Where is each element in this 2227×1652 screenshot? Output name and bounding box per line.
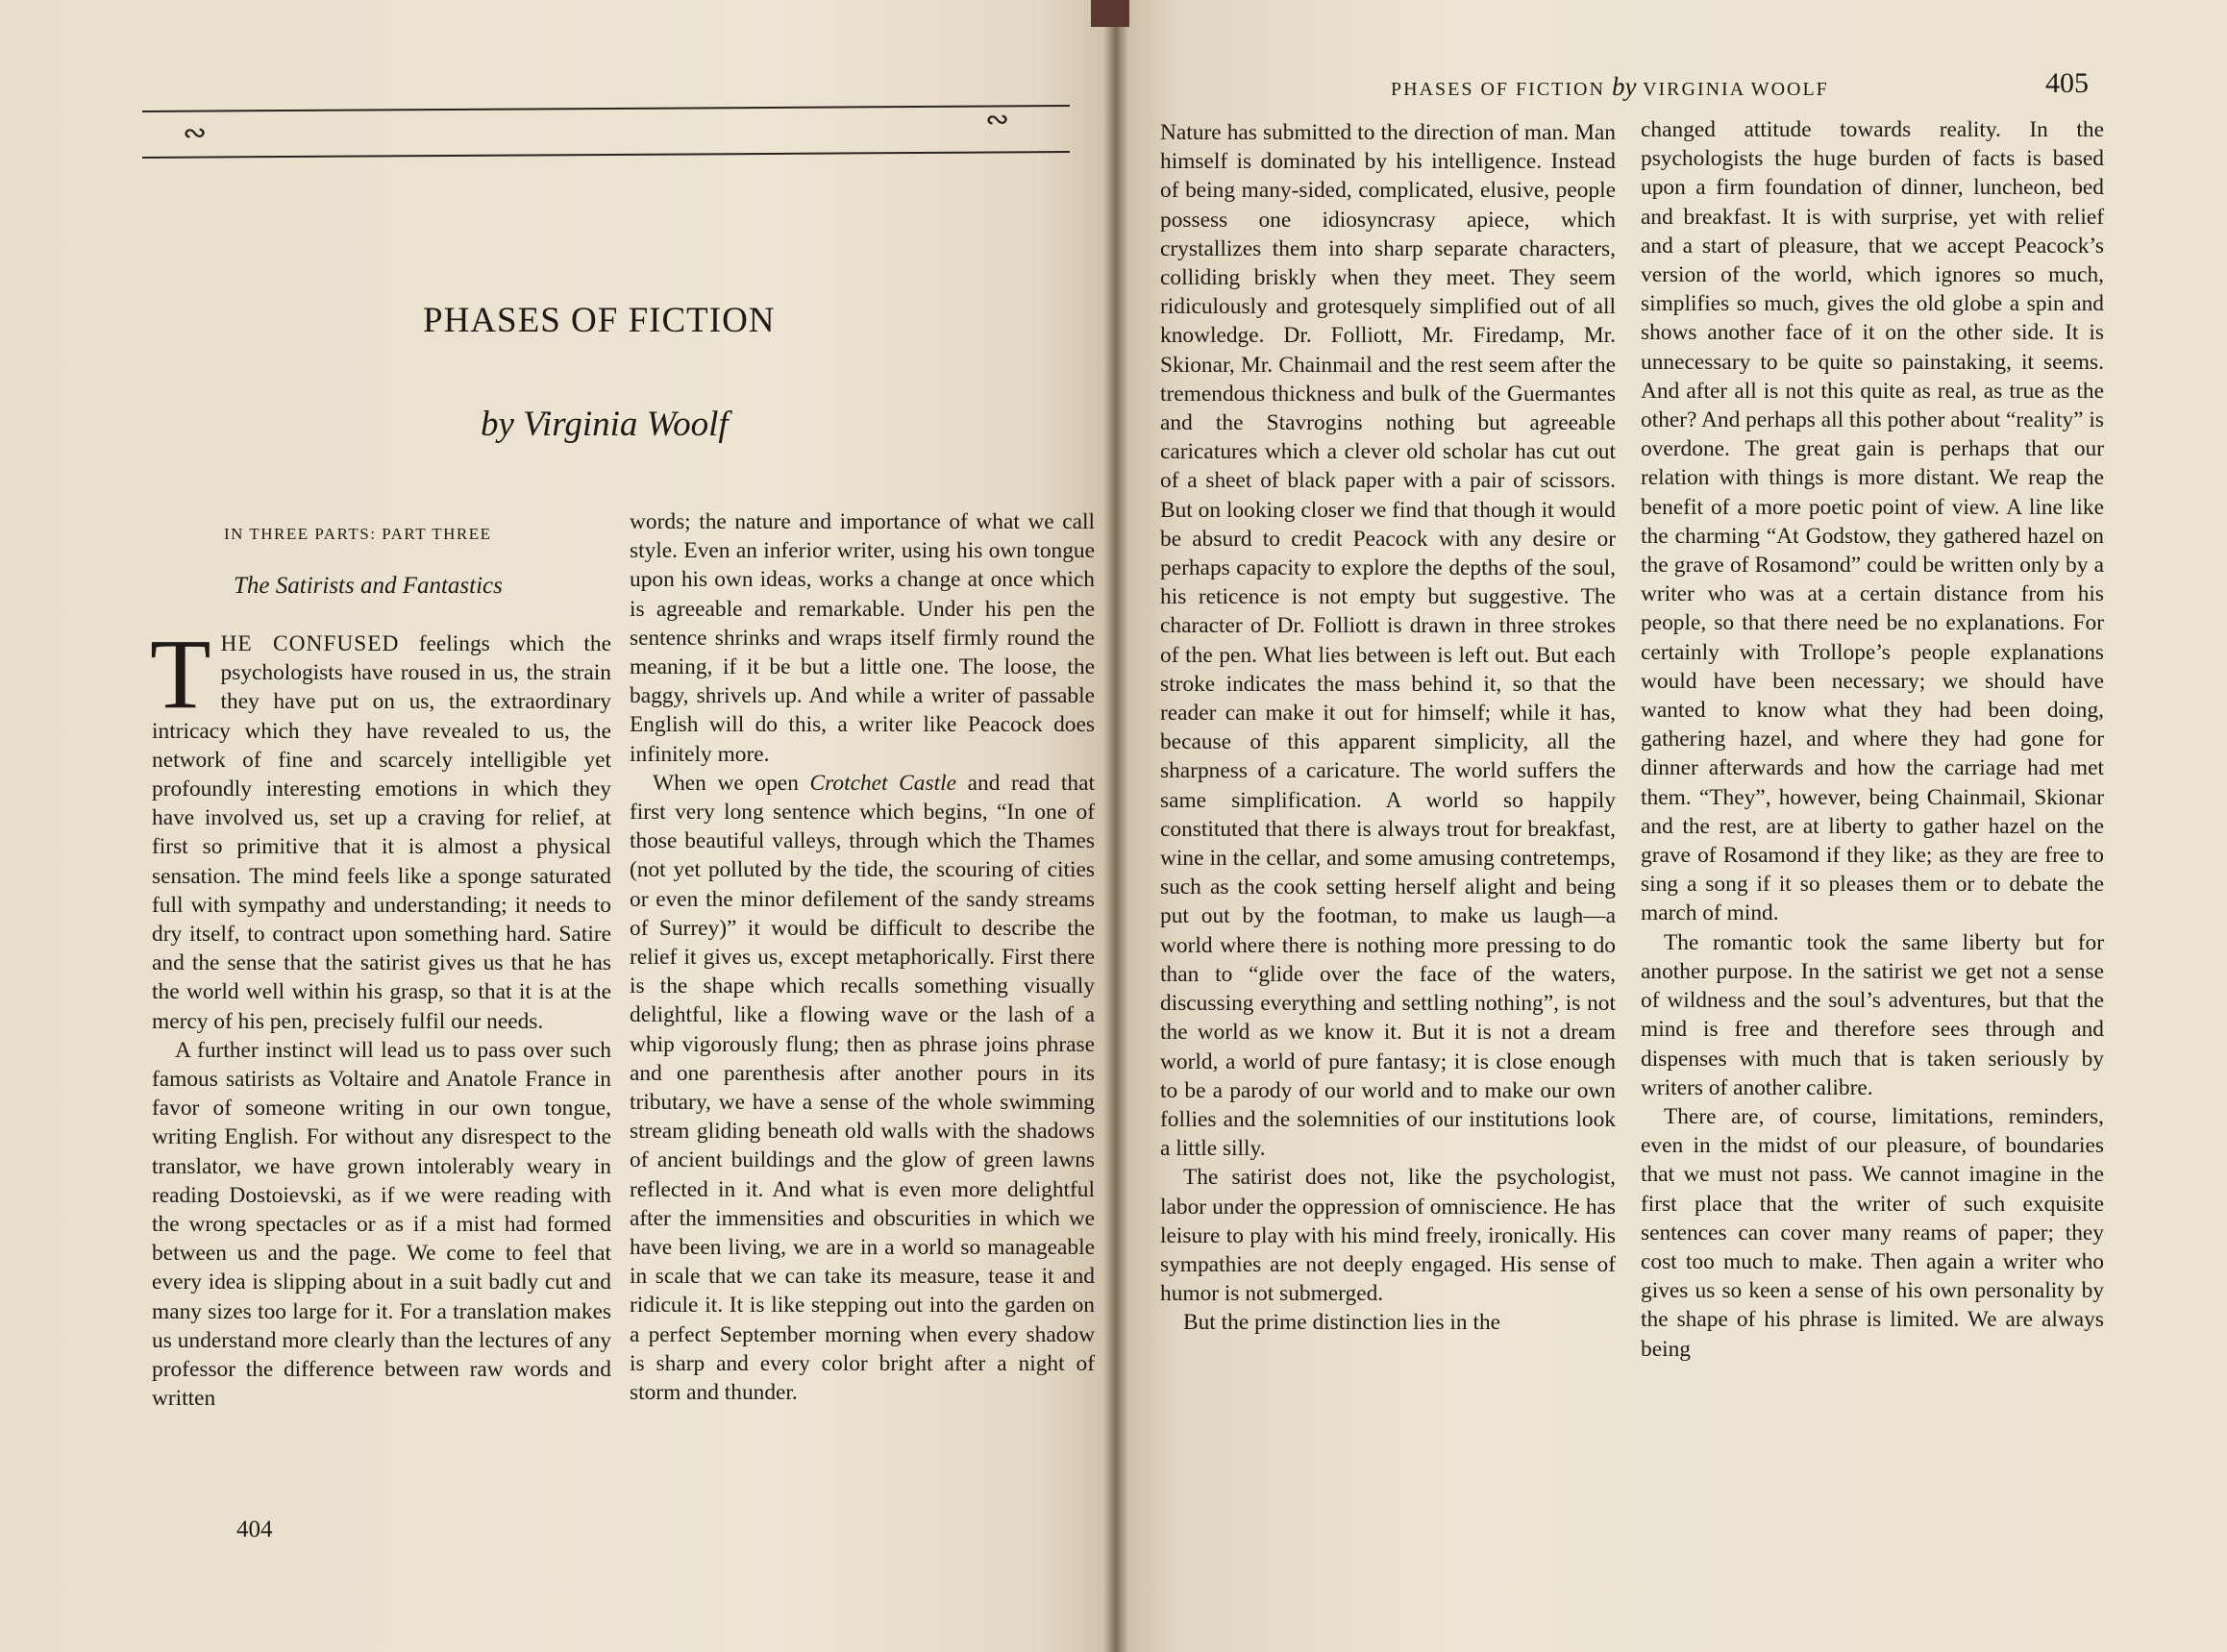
subsection-title: The Satirists and Fantastics	[234, 573, 503, 599]
running-head	[1391, 72, 1829, 102]
paragraph-text: When we open	[653, 770, 810, 796]
section-label: IN THREE PARTS: PART THREE	[224, 525, 492, 543]
drop-cap: T	[150, 619, 211, 729]
paragraph: But the prime distinction lies in the	[1183, 1310, 1501, 1336]
paragraph-text: feelings which the psychologists have roused in us, the strain they have put on us, the extraordinary intricacy which they have revealed to us, the network of fine and scarcely intelligible yet profoundly interesting emotions in which they have involved us, set up a craving for relief, at first so primitive that it is almost a physical sensation. The mind feels like a sponge saturated full with sympathy and understanding; it needs to dry itself, to contract upon something hard. Satire and the sense that the satirist gives us that he has the world well within his grasp, so that it is at the mercy of his pen, precisely fulfil our needs.	[152, 631, 611, 1034]
page-number-left: 404	[236, 1516, 273, 1542]
article-title: PHASES OF FICTION	[423, 301, 776, 340]
column-3	[1160, 118, 1616, 1338]
paragraph: The romantic took the same liberty but for another purpose. In the satirist we get not a sense of wildness and the soul’s adventures, but that the mind is free and therefore sees through and dispenses with much that is taken seriously by writers of another calibre.	[1641, 929, 2104, 1100]
paragraph: There are, of course, limitations, reminders, even in the midst of our pleasure, of boundaries that we must not pass. We cannot imagine in the first place that the writer of such exquisite sentences can cover many reams of paper; they cost too much to make. Then again a writer who gives us so keen a sense of his own personality by the shape of his phrase is limited. We are always being	[1641, 1103, 2104, 1362]
running-head-author: VIRGINIA WOOLF	[1643, 79, 1829, 100]
top-rule-upper	[142, 105, 1070, 112]
paragraph: changed attitude towards reality. In the psychologists the huge burden of facts is based upon a firm foundation of dinner, luncheon, bed and breakfast. It is with surprise, yet with relief and a start of pleasure, that we accept Peacock’s version of the world, which ignores so much, simplifies so much, gives the old globe a spin and shows another face of it on the other side. It is unnecessary to be quite so painstaking, it seems. And after all is not this quite as real, as true as the other? And perhaps all this pother about “reality” is overdone. The great gain is perhaps that our relation with things is more distant. We reap the benefit of a more poetic point of view. A line like the charming “At Godstow, they gathered hazel on the grave of Rosamond” could be written only by a writer who was at a certain distance from his people, so that there need be no explanations. For certainly with Trollope’s people explanations would have been necessary; we should have wanted to know what they had been doing, gathering hazel, and where they had gone for dinner afterwards and how the carriage had met them. “They”, however, being Chainmail, Skionar and the rest, are at liberty to gather hazel on the grave of Rosamond if they like; as they are free to sing a song if it so pleases them or to debate the march of mind.	[1641, 117, 2104, 926]
paragraph: words; the nature and importance of what we call style. Even an inferior writer, using his own tongue upon his own ideas, works a change at once which is agreeable and remarkable. Under his pen the sentence shrinks and wraps itself firmly round the meaning, if it be but a little one. The loose, the baggy, shrivels up. And while a writer of passable English will do this, a writer like Peacock does infinitely more.	[630, 509, 1095, 767]
column-4	[1641, 115, 2104, 1364]
paragraph: A further instinct will lead us to pass over such famous satirists as Voltaire and Anatole France in favor of someone writing in our own tongue, writing English. For without any disrespect to the translator, we have grown intolerably weary in reading Dostoievski, as if we were reading with the wrong spectacles or as if a mist had formed between us and the page. We come to feel that every idea is slipping about in a suit badly cut and many sizes too large for it. For a translation makes us understand more clearly than the lectures of any professor the difference between raw words and written	[152, 1037, 611, 1412]
running-head-by: by	[1611, 72, 1637, 101]
paragraph	[630, 769, 1095, 1407]
spine-binding	[1091, 0, 1129, 27]
book-title: Crotchet Castle	[809, 770, 956, 796]
lead-smallcaps: HE CONFUSED	[220, 631, 400, 656]
paragraph: The satirist does not, like the psychologist, labor under the oppression of omniscience. He has leisure to play with his mind freely, ironically. His sympathies are not deeply engaged. His sense of humor is not submerged.	[1160, 1165, 1616, 1307]
column-2	[630, 507, 1095, 1407]
paragraph-text: and read that first very long sentence which begins, “In one of those beautiful valleys, through which the Thames (not yet polluted by the tide, the scouring of cities or even the minor defilement of the sandy streams of Surrey)” it would be difficult to describe the relief it gives us, except metaphorically. First there is the shape which recalls something visually delightful, like a flowing wave or the lash of a whip vigorously flung; then as phrase joins phrase and one parenthesis after another pours in its tributary, we have a sense of the whole swimming stream gliding beneath old walls with the shadows of ancient buildings and the glow of green lawns reflected in it. And what is even more delightful after the immensities and obscurities in which we have been living, we are in a world so manageable in scale that we can take its measure, tease it and ridicule it. It is like stepping out into the garden on a perfect September morning when every shadow is sharp and every color bright after a night of storm and thunder.	[630, 770, 1096, 1406]
paragraph: Nature has submitted to the direction of man. Man himself is dominated by his intelligence. Instead of being many-sided, complicated, elusive, people possess one idiosyncrasy apiece, which crystallizes them into sharp separate characters, colliding briskly when they meet. They seem ridiculously and grotesquely simplified out of all knowledge. Dr. Folliott, Mr. Firedamp, Mr. Skionar, Mr. Chainmail and the rest seem after the tremendous thickness and bulk of the Guermantes and the Stavrogins nothing but agreeable caricatures which a clever old scholar has cut out of a sheet of black paper with a pair of scissors. But on looking closer we find that though it would be absurd to credit Peacock with any desire or perhaps capacity to explore the depths of the soul, his reticence is not empty but suggestive. The character of Dr. Folliott is drawn in three strokes of the pen. What lies between is left out. But each stroke indicates the mass behind it, so that the reader can make it out for himself; while it has, because of this apparent simplicity, all the sharpness of a caricature. The world suffers the same simplification. A world so happily constituted that there is always trout for breakfast, wine in the cellar, and some amusing contretemps, such as the cook setting herself alight and being put out by the footman, to make us laugh—a world where there is nothing more pressing to do than to “glide over the face of the waters, discussing everything and settling nothing”, is not the world as we know it. But it is not a dream world, a world of pure fantasy; it is close enough to be a parody of our world and to make our own follies and the solemnities of our institutions look a little silly.	[1160, 120, 1616, 1162]
column-1	[150, 619, 611, 1413]
article-byline: by Virginia Woolf	[481, 405, 729, 444]
page-number-right: 405	[2045, 67, 2089, 99]
paragraph	[150, 619, 611, 1036]
running-head-title: PHASES OF FICTION	[1391, 79, 1605, 100]
book-gutter	[1103, 0, 1128, 1652]
ornament-right-icon: ∾	[985, 103, 1010, 136]
top-rule-lower	[142, 151, 1070, 159]
ornament-left-icon: ∾	[183, 116, 208, 150]
